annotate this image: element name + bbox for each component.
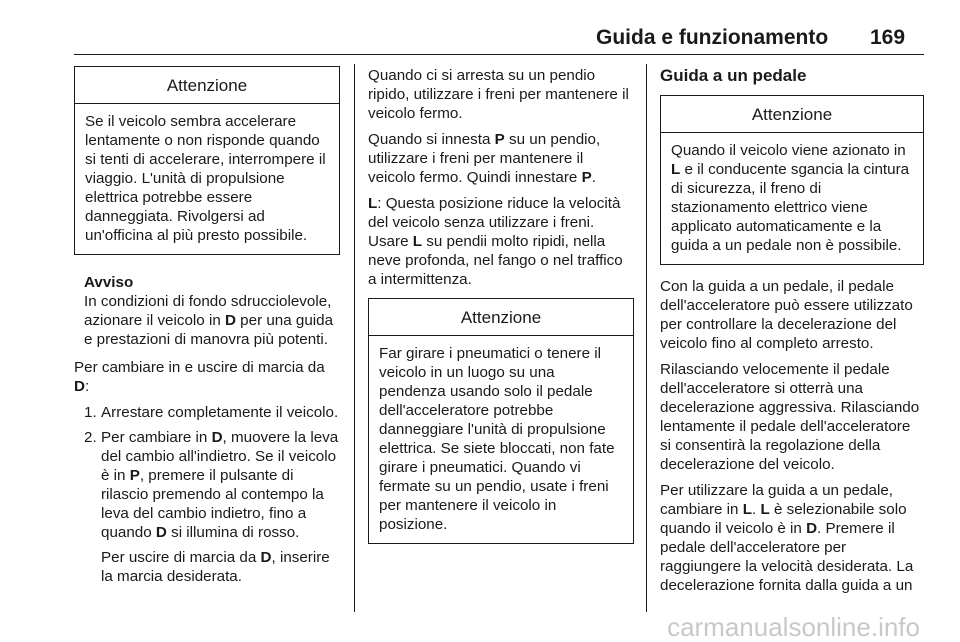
paragraph: Rilasciando velocemente il pedale dell'acceleratore si otterrà una decelerazione aggressiva. Rilasciando lentamente il pedale dell'acceleratore si consentirà la regolazione della decelerazione del veicolo.	[660, 361, 920, 473]
warning-box	[660, 95, 924, 265]
page-header-title: Guida e funzionamento	[596, 26, 829, 49]
notice-body: In condizioni di fondo sdrucciolevole, azionare il veicolo in D per una guida e prestazioni di manovra più potenti.	[84, 293, 334, 348]
warning-body: Far girare i pneumatici o tenere il veicolo in un luogo su una pendenza usando solo il pedale dell'acceleratore potrebbe danneggiare l'unità di propulsione elettrica. Se siete bloccati, non fate girare i pneumatici. Quando vi fermate su un pendio, usate i freni per mantenere il veicolo in posizione.	[379, 345, 615, 533]
watermark: carmanualsonline.info	[0, 612, 960, 642]
steps-list	[74, 403, 340, 586]
section-title: Guida a un pedale	[660, 66, 807, 85]
paragraph: L: Questa posizione riduce la velocità del veicolo senza utilizzare i freni. Usare L su pendii molto ripidi, nella neve profonda, nel fango o nel traffico a intermittenza.	[368, 195, 623, 288]
warning-title: Attenzione	[661, 96, 923, 133]
warning-body: Quando il veicolo viene azionato in L e il conducente sgancia la cintura di sicurezza, il freno di stazionamento elettrico viene applicato automaticamente e la guida a un pedale non è possibile.	[671, 142, 910, 254]
warning-title: Attenzione	[369, 299, 633, 336]
column-3	[660, 66, 924, 602]
paragraph: Quando ci si arresta su un pendio ripido, utilizzare i freni per mantenere il veicolo fermo.	[368, 67, 629, 122]
warning-body: Se il veicolo sembra accelerare lentamente o non risponde quando si tenti di accelerare, interrompere il viaggio. L'unità di propulsione elettrica potrebbe essere danneggiata. Rivolgersi ad un'officina al più presto possibile.	[85, 113, 326, 244]
warning-box	[74, 66, 340, 255]
paragraph: Quando si innesta P su un pendio, utilizzare i freni per mantenere il veicolo fermo. Quindi innestare P.	[368, 131, 601, 186]
column-divider-2	[646, 64, 647, 612]
warning-box	[368, 298, 634, 544]
page-number: 169	[870, 26, 906, 49]
paragraph: Per utilizzare la guida a un pedale, cambiare in L. L è selezionabile solo quando il veicolo è in D. Premere il pedale dell'acceleratore per raggiungere la velocità desiderata. La decelerazione fornita dalla guida a un	[660, 482, 914, 594]
paragraph: Con la guida a un pedale, il pedale dell'acceleratore può essere utilizzato per controllare la decelerazione del veicolo fino al completo arresto.	[660, 278, 913, 352]
column-2	[368, 66, 634, 544]
notice-title: Avviso	[84, 274, 134, 291]
list-item: 1. Arrestare completamente il veicolo.	[84, 404, 339, 421]
notice	[74, 273, 340, 349]
intro-paragraph: Per cambiare in e uscire di marcia da D:	[74, 359, 325, 395]
list-item: 2. Per cambiare in D, muovere la leva del cambio all'indietro. Se il veicolo è in P, premere il pulsante di rilascio premendo al contempo la leva del cambio indietro, fino a quando D si illumina di rosso. Per uscire di marcia da D, inserire la marcia desiderata.	[84, 429, 339, 585]
column-divider-1	[354, 64, 355, 612]
column-1	[74, 66, 340, 592]
warning-title: Attenzione	[75, 67, 339, 104]
header-rule	[74, 54, 924, 55]
